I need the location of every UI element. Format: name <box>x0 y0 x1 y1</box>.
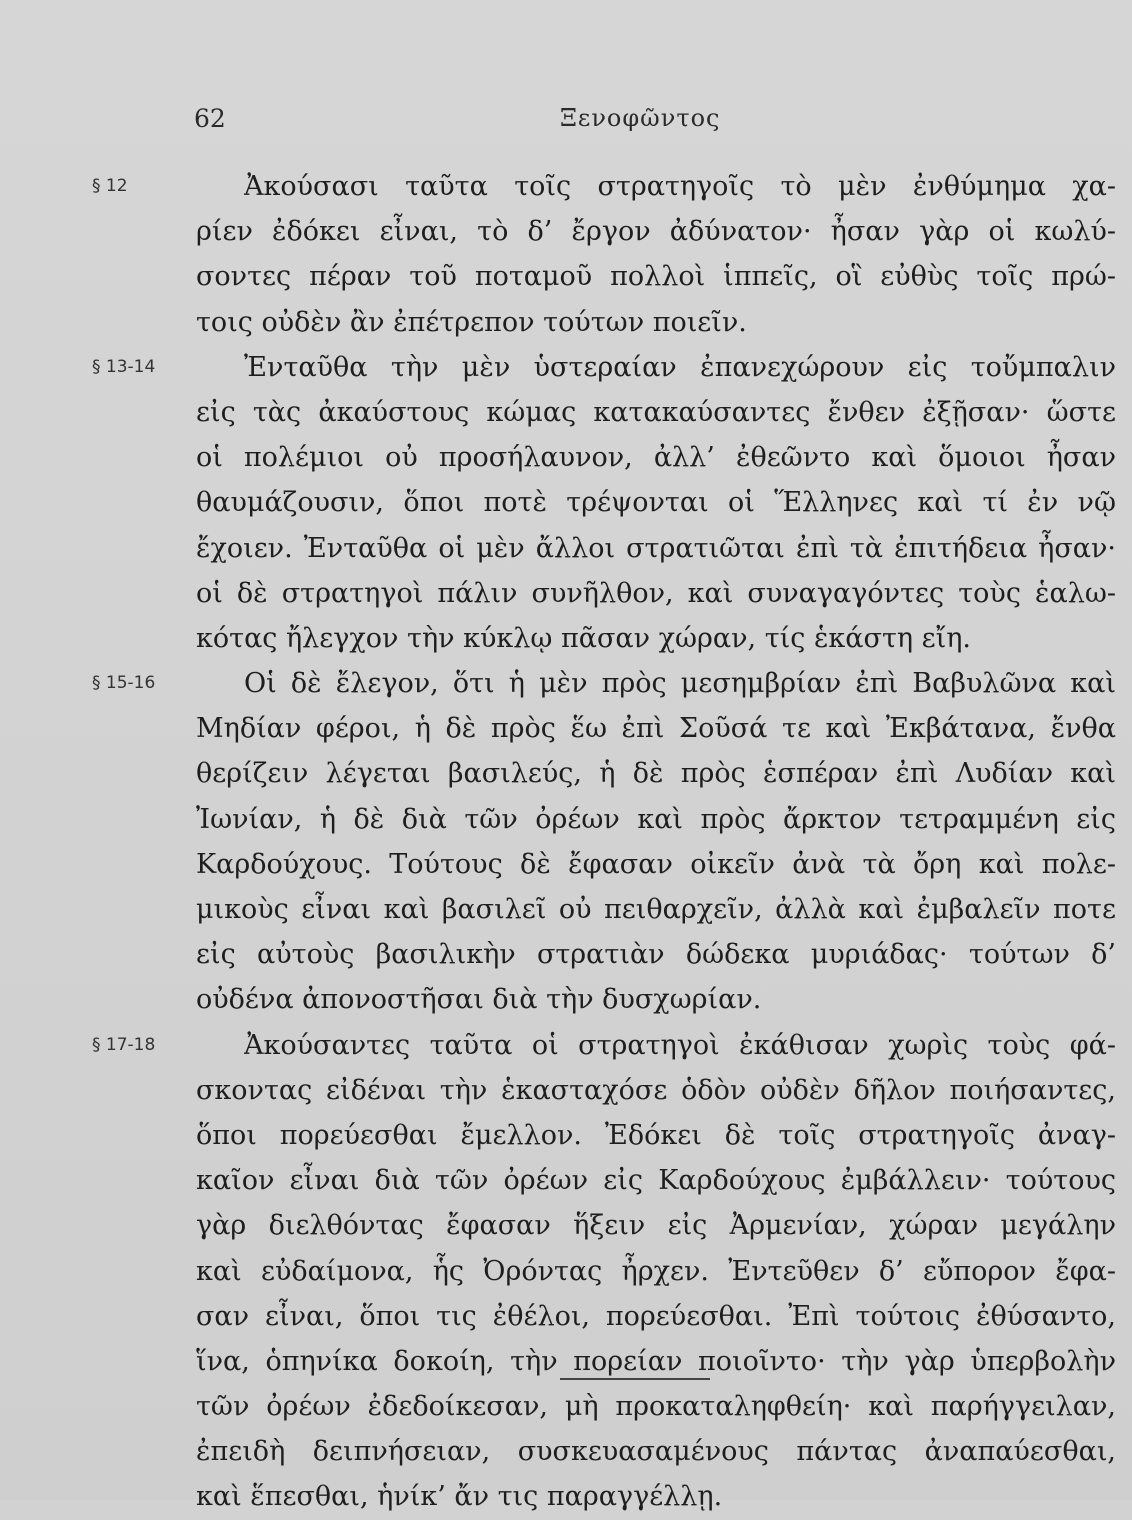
text-line: σκοντας εἰδέναι τὴν ἑκασταχόσε ὁδὸν οὐδὲν δῆλον ποιήσαντες, <box>196 1074 1116 1106</box>
page-header <box>0 104 1132 144</box>
section-17-18 <box>0 1023 1132 1520</box>
text-line: σοντες πέραν τοῦ ποταμοῦ πολλοὶ ἱππεῖς, οἳ εὐθὺς τοῖς πρώ- <box>196 261 1116 293</box>
page-body <box>0 164 1132 1520</box>
text-line: Οἱ δὲ ἔλεγον, ὅτι ἡ μὲν πρὸς μεσημβρίαν ἐπὶ Βαβυλῶνα καὶ <box>244 668 1116 700</box>
text-line: ὅποι πορεύεσθαι ἔμελλον. Ἐδόκει δὲ τοῖς στρατηγοῖς ἀναγ- <box>196 1119 1116 1151</box>
text-line: καῖον εἶναι διὰ τῶν ὀρέων εἰς Καρδούχους ἐμβάλλειν· τούτους <box>196 1165 1116 1197</box>
text-line: Μηδίαν φέροι, ἡ δὲ πρὸς ἕω ἐπὶ Σοῦσά τε καὶ Ἐκβάτανα, ἔνθα <box>196 713 1116 745</box>
section-13-14 <box>0 345 1132 661</box>
page-number: 62 <box>194 104 226 133</box>
section-15-16 <box>0 661 1132 1023</box>
text-line: καὶ ἕπεσθαι, ἡνίκ’ ἄν τις παραγγέλλῃ. <box>196 1481 723 1513</box>
text-line: τοις οὐδὲν ἂν ἐπέτρεπον τούτων ποιεῖν. <box>196 306 747 338</box>
section-marker: § 12 <box>92 176 128 196</box>
text-line: μικοὺς εἶναι καὶ βασιλεῖ οὐ πειθαρχεῖν, ἀλλὰ καὶ ἐμβαλεῖν ποτε <box>196 894 1116 925</box>
text-line: Ἰωνίαν, ἡ δὲ διὰ τῶν ὀρέων καὶ πρὸς ἄρκτον τετραμμένη εἰς <box>196 803 1116 835</box>
text-line: κότας ἤλεγχον τὴν κύκλῳ πᾶσαν χώραν, τίς ἑκάστη εἴη. <box>196 622 971 654</box>
text-line: τῶν ὀρέων ἐδεδοίκεσαν, μὴ προκαταληφθείη· καὶ παρήγγειλαν, <box>196 1391 1116 1423</box>
section-12 <box>0 164 1132 345</box>
text-line: θαυμάζουσιν, ὅποι ποτὲ τρέψονται οἱ Ἕλληνες καὶ τί ἐν νῷ <box>196 487 1116 519</box>
section-marker: § 15-16 <box>92 673 156 694</box>
text-line: οἱ πολέμιοι οὐ προσήλαυνον, ἀλλ’ ἐθεῶντο καὶ ὅμοιοι ἦσαν <box>196 442 1116 474</box>
section-marker: § 17-18 <box>92 1034 156 1055</box>
text-line: ἔχοιεν. Ἐνταῦθα οἱ μὲν ἄλλοι στρατιῶται ἐπὶ τὰ ἐπιτήδεια ἦσαν· <box>196 532 1116 564</box>
text-line: γὰρ διελθόντας ἔφασαν ἥξειν εἰς Ἀρμενίαν, χώραν μεγάλην <box>196 1210 1116 1242</box>
text-line: θερίζειν λέγεται βασιλεύς, ἡ δὲ πρὸς ἑσπέραν ἐπὶ Λυδίαν καὶ <box>196 758 1116 790</box>
text-line: ρίεν ἐδόκει εἶναι, τὸ δ’ ἔργον ἀδύνατον· ἦσαν γὰρ οἱ κωλύ- <box>196 216 1116 248</box>
text-line: εἰς αὐτοὺς βασιλικὴν στρατιὰν δώδεκα μυριάδας· τούτων δ’ <box>196 939 1116 971</box>
text-line: Ἀκούσασι ταῦτα τοῖς στρατηγοῖς τὸ μὲν ἐνθύμημα χα- <box>244 171 1116 202</box>
text-line: οἱ δὲ στρατηγοὶ πάλιν συνῆλθον, καὶ συναγαγόντες τοὺς ἑαλω- <box>196 577 1116 609</box>
text-line: Ἀκούσαντες ταῦτα οἱ στρατηγοὶ ἐκάθισαν χωρὶς τοὺς φά- <box>244 1029 1116 1061</box>
running-title: Ξενοφῶντος <box>560 104 721 132</box>
text-line: Ἐνταῦθα τὴν μὲν ὑστεραίαν ἐπανεχώρουν εἰς τοὔμπαλιν <box>244 351 1116 383</box>
section-marker: § 13-14 <box>92 356 156 377</box>
text-line: οὐδένα ἀπονοστῆσαι διὰ τὴν δυσχωρίαν. <box>196 984 762 1016</box>
end-rule <box>560 1378 710 1380</box>
text-line: εἰς τὰς ἀκαύστους κώμας κατακαύσαντες ἔνθεν ἐξῇσαν· ὥστε <box>196 396 1116 428</box>
text-line: Καρδούχους. Τούτους δὲ ἔφασαν οἰκεῖν ἀνὰ τὰ ὄρη καὶ πολε- <box>196 848 1116 880</box>
text-line: ἵνα, ὁπηνίκα δοκοίη, τὴν πορείαν ποιοῖντο· τὴν γὰρ ὑπερβολὴν <box>196 1345 1116 1377</box>
text-line: σαν εἶναι, ὅποι τις ἐθέλοι, πορεύεσθαι. Ἐπὶ τούτοις ἐθύσαντο, <box>196 1300 1116 1332</box>
text-line: ἐπειδὴ δειπνήσειαν, συσκευασαμένους πάντας ἀναπαύεσθαι, <box>196 1436 1116 1468</box>
text-line: καὶ εὐδαίμονα, ἧς Ὀρόντας ἦρχεν. Ἐντεῦθεν δ’ εὔπορον ἔφα- <box>196 1255 1116 1287</box>
